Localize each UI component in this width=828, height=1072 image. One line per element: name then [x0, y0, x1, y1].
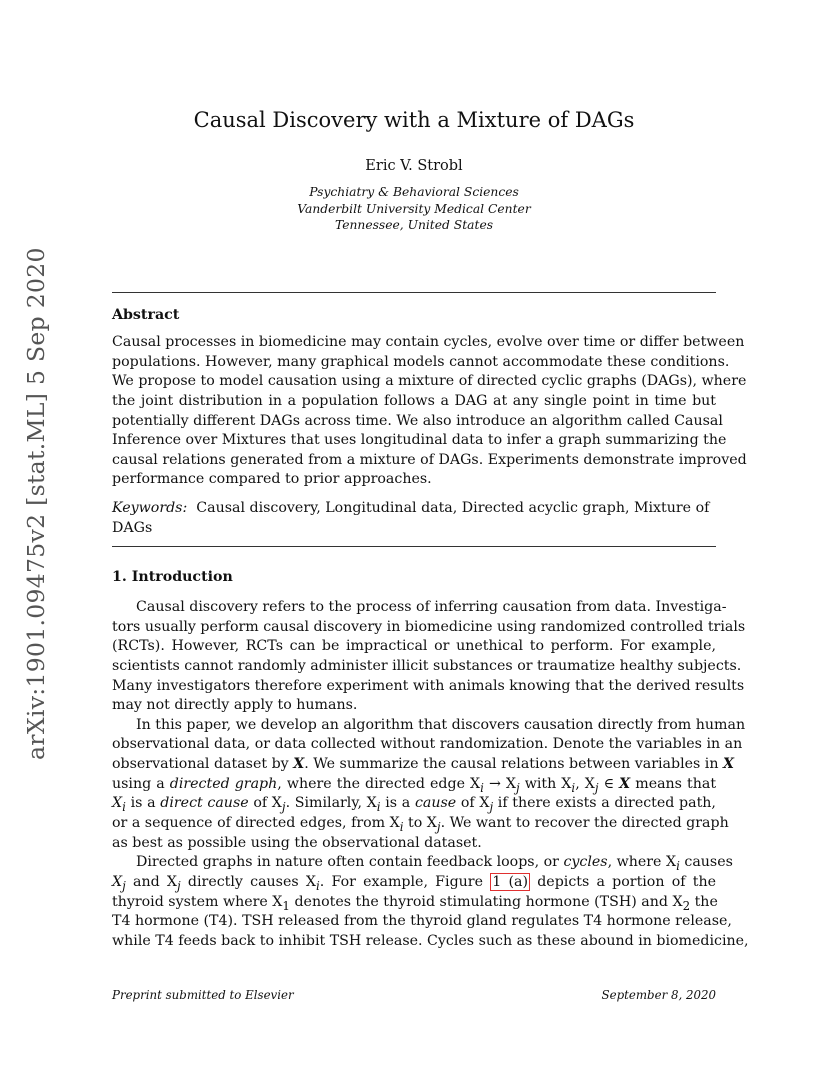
affiliation-line: Psychiatry & Behavioral Sciences — [309, 185, 519, 199]
abstract-line: We propose to model causation using a mixture of directed cyclic graphs (DAGs), where — [112, 373, 747, 390]
keywords — [112, 499, 716, 538]
intro-line: $X_j$ and $X_j$ directly causes $X_i$. For example, Figure 1 (a) depicts a portion of the — [112, 873, 716, 893]
footer-date: September 8, 2020 — [601, 988, 716, 1002]
abstract-line: potentially different DAGs across time. We also introduce an algorithm called Causal — [112, 412, 723, 429]
abstract-line: Inference over Mixtures that uses longitudinal data to infer a graph summarizing the — [112, 432, 727, 449]
intro-line: observational data, or data collected without randomization. Denote the variables in an — [112, 736, 743, 753]
affiliation-line: Tennessee, United States — [334, 218, 494, 232]
abstract-heading: Abstract — [112, 307, 180, 323]
abstract-line: the joint distribution in a population follows a DAG at any single point in time but — [112, 392, 716, 409]
abstract-line: performance compared to prior approaches. — [112, 471, 432, 488]
abstract-line: Causal processes in biomedicine may contain cycles, evolve over time or differ between — [112, 334, 745, 350]
abstract-body — [112, 333, 747, 490]
abstract-line: populations. However, many graphical models cannot accommodate these conditions. — [112, 353, 730, 370]
author-name: Eric V. Strobl — [365, 158, 463, 174]
paper-title: Causal Discovery with a Mixture of DAGs — [193, 108, 635, 132]
figure-reference-link[interactable]: 1 (a) — [492, 873, 528, 890]
keywords-text: Causal discovery, Longitudinal data, Directed acyclic graph, Mixture of DAGs — [112, 500, 710, 536]
intro-line: observational dataset by X. We summarize the causal relations between variables in X — [112, 756, 735, 773]
intro-line: as best as possible using the observational dataset. — [112, 834, 482, 851]
intro-line: scientists cannot randomly administer illicit substances or traumatize healthy subjects. — [112, 657, 742, 674]
intro-line: Many investigators therefore experiment with animals knowing that the derived results — [112, 677, 745, 694]
intro-line: tors usually perform causal discovery in biomedicine using randomized controlled trials — [112, 618, 746, 635]
arxiv-identifier: arXiv:1901.09475v2 [stat.ML] 5 Sep 2020 — [22, 247, 50, 760]
intro-line: thyroid system where $X_1$ denotes the thyroid stimulating hormone (TSH) and $X_2$ the — [112, 893, 718, 913]
keywords-label: Keywords: — [112, 500, 188, 516]
intro-body — [112, 598, 749, 952]
intro-line: In this paper, we develop an algorithm that discovers causation directly from human — [136, 716, 746, 733]
affiliation-line: Vanderbilt University Medical Center — [297, 201, 531, 216]
intro-line: Directed graphs in nature often contain feedback loops, or cycles, where $X_i$ causes — [136, 854, 733, 874]
intro-line: or a sequence of directed edges, from $X_i$ to $X_j$. We want to recover the directed graph — [112, 815, 729, 834]
intro-line: $X_i$ is a direct cause of $X_j$. Similarly, $X_i$ is a cause of $X_j$ if there exists a directed path, — [112, 795, 716, 815]
abstract-line: causal relations generated from a mixture of DAGs. Experiments demonstrate improved — [112, 451, 747, 468]
intro-line: may not directly apply to humans. — [112, 697, 358, 714]
intro-line: (RCTs). However, RCTs can be impractical or unethical to perform. For example, — [112, 638, 716, 655]
intro-line: while T4 feeds back to inhibit TSH release. Cycles such as these abound in biomedicine, — [112, 932, 749, 949]
top-rule — [112, 292, 716, 293]
intro-line: Causal discovery refers to the process of inferring causation from data. Investiga- — [136, 599, 727, 615]
bottom-rule — [112, 546, 716, 547]
footer-preprint: Preprint submitted to Elsevier — [112, 988, 294, 1002]
affiliation — [0, 184, 828, 234]
intro-line: using a directed graph, where the directed edge $X_i \to X_j$ with $X_i$, $X_j$ ∈ X means that — [112, 775, 717, 795]
section-heading: 1. Introduction — [112, 569, 233, 585]
intro-line: T4 hormone (T4). TSH released from the thyroid gland regulates T4 hormone release, — [112, 913, 732, 930]
